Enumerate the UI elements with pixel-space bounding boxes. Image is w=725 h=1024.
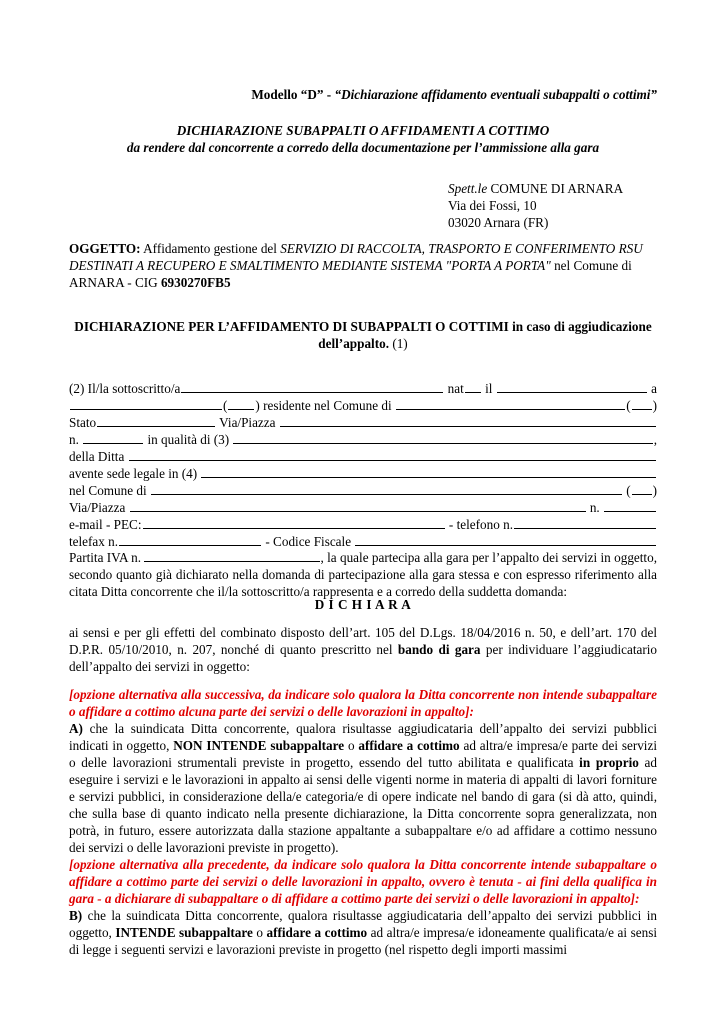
form-label: (: [622, 483, 631, 498]
section-title-text: DICHIARAZIONE PER L’AFFIDAMENTO DI SUBAPPALTI O COTTIMI in caso di aggiudicazione dell’appalto.: [74, 319, 652, 351]
form-label: n.: [586, 500, 603, 515]
form-label: avente sede legale in (4): [69, 466, 201, 481]
oggetto-label: OGGETTO:: [69, 241, 141, 256]
oggetto-service: SERVIZIO DI RACCOLTA, TRASPORTO E CONFERIMENTO RSU DESTINATI A RECUPERO E SMALTIMENTO MEDIANTE SISTEMA "PORTA A PORTA": [69, 241, 643, 273]
option-b-paragraph: [69, 907, 657, 958]
residence-province-field[interactable]: [632, 396, 652, 410]
vat-number-field[interactable]: [144, 549, 320, 562]
form-label: ) residente nel Comune di: [255, 398, 395, 413]
section-title: [69, 318, 657, 352]
form-line-state: [69, 413, 657, 430]
form-label: (2) Il/la sottoscritto/a: [69, 381, 181, 396]
oggetto-text: Affidamento gestione del: [140, 241, 281, 256]
recipient-city: 03020 Arnara (FR): [448, 215, 549, 230]
birth-place-field[interactable]: [70, 396, 222, 410]
option-b-note: [opzione alternativa alla precedente, da indicare solo qualora la Ditta concorrente intende subappaltare o affidare a cottimo parte dei servizi o delle lavorazioni in appalto, ovvero è tenuta - ai fini della qualifica in gara - a dichiarare di subappaltare o di affidare a cottimo parte dei servizi o delle lavorazioni in appalto]:: [69, 857, 657, 906]
role-field[interactable]: [233, 430, 652, 444]
company-province-field[interactable]: [632, 481, 652, 495]
gender-suffix-field[interactable]: [465, 379, 481, 393]
section-title-note: (1): [389, 336, 408, 351]
vat-paragraph-text: , la quale partecipa alla gara per l’appalto dei servizi in oggetto, secondo quanto già dichiarato nella domanda di partecipazione alla gara stessa e con espresso riferimento alla citata Ditta concorrente che il/la sottoscritto/a rappresenta e a corredo della suddetta domanda:: [69, 550, 657, 599]
form-label: n.: [69, 432, 83, 447]
option-a-paragraph: [69, 720, 657, 856]
recipient-salutation: Spett.le: [448, 181, 488, 196]
option-a-bold: NON INTENDE subappaltare: [173, 738, 345, 753]
pec-email-field[interactable]: [143, 515, 445, 529]
form-label: Via/Piazza: [69, 500, 129, 515]
model-title: “Dichiarazione affidamento eventuali subappalti o cottimi”: [334, 87, 657, 102]
cig-code: 6930270FB5: [160, 275, 231, 290]
option-b-bold: affidare a cottimo: [266, 925, 368, 940]
form-label: ,: [653, 432, 657, 447]
form-label: nat: [444, 381, 464, 396]
phone-field[interactable]: [514, 515, 656, 529]
form-label: ): [652, 483, 657, 498]
vat-paragraph: [69, 532, 657, 600]
form-line-company-street: [69, 498, 657, 515]
model-heading: [69, 86, 657, 103]
oggetto-paragraph: [69, 240, 657, 291]
option-b-text: o: [252, 925, 267, 940]
company-street-number-field[interactable]: [604, 498, 656, 512]
form-label: - telefono n.: [445, 517, 513, 532]
company-street-field[interactable]: [130, 498, 586, 512]
option-a-text: o: [344, 738, 359, 753]
birth-province-field[interactable]: [228, 396, 254, 410]
form-label: telefax n.: [69, 534, 119, 549]
form-label: ): [652, 398, 657, 413]
intro-text: ai sensi e per gli effetti del combinato disposto dell’art. 105 del D.Lgs. 18/04/2016 n. 50, e dell’art. 170 del D.P.R. 05/10/2010, n. 207, nonché di quanto prescritto nel: [69, 625, 657, 657]
option-b-bold: INTENDE subappaltare: [115, 925, 253, 940]
option-b-text: che la suindicata Ditta concorrente, qualora risultasse aggiudicataria dell’appalto dei servizi pubblici in oggetto,: [69, 908, 657, 940]
main-subtitle: da rendere dal concorrente a corredo della documentazione per l’ammissione alla gara: [126, 140, 600, 155]
form-label: Partita IVA n.: [69, 550, 145, 565]
option-a-note: [opzione alternativa alla successiva, da indicare solo qualora la Ditta concorrente non intende subappaltare o affidare a cottimo alcuna parte dei servizi o delle lavorazioni in appalto]:: [69, 687, 657, 719]
form-label: (: [626, 398, 631, 413]
form-label: Stato: [69, 415, 97, 430]
form-label: a: [647, 381, 657, 396]
form-line-company: [69, 447, 657, 464]
street-field[interactable]: [280, 413, 656, 427]
dichiara-heading: D I C H I A R A: [314, 597, 412, 612]
oggetto-text-2: nel Comune di ARNARA - CIG: [69, 258, 632, 290]
form-label: in qualità di (3): [144, 432, 233, 447]
street-number-field[interactable]: [83, 430, 143, 444]
form-line-role: [69, 430, 657, 447]
form-line-residence: [69, 396, 657, 413]
company-city-field[interactable]: [151, 481, 622, 495]
state-field[interactable]: [97, 413, 215, 427]
recipient-street: Via dei Fossi, 10: [448, 198, 537, 213]
main-title: DICHIARAZIONE SUBAPPALTI O AFFIDAMENTI A COTTIMO: [176, 123, 550, 138]
option-a-text: che la suindicata Ditta concorrente, qualora risultasse aggiudicataria dell’appalto dei servizi pubblici indicati in oggetto,: [69, 721, 657, 753]
form-label: il: [481, 381, 496, 396]
option-a-text: ad eseguire i servizi e le lavorazioni in appalto ai sensi delle vigenti norme in materia di appalti di lavori forniture e servizi pubblici, in considerazione della/e categoria/e di opere indicate nel bando di gara (si dà atto, quindi, che sulla base di quanto indicato nella presente dichiarazione, la Ditta concorrente sopra generalizzata, non potrà, in futuro, essere autorizzata dalla stazione appaltante a subappaltare e/o ad affidare a cottimo nessuno dei servizi o delle lavorazioni previste in progetto).: [69, 755, 657, 855]
option-b-label: B): [69, 908, 83, 923]
company-name-field[interactable]: [129, 447, 656, 461]
option-a-label: A): [69, 721, 83, 736]
option-a-bold: affidare a cottimo: [358, 738, 460, 753]
legal-seat-field[interactable]: [201, 464, 656, 478]
intro-text-2: per individuare l’aggiudicatario dell’appalto dei servizi in oggetto:: [69, 642, 657, 674]
declarant-name-field[interactable]: [181, 379, 443, 393]
option-a-text: ad altra/e impresa/e parte dei servizi o delle lavorazioni strumentali previste in progetto, essendo del tutto abilitata e qualificata: [69, 738, 657, 770]
form-label: - Codice Fiscale: [262, 534, 355, 549]
form-line-contacts: [69, 515, 657, 532]
form-label: e-mail - PEC:: [69, 517, 142, 532]
form-label: Via/Piazza: [216, 415, 279, 430]
recipient-block: [448, 180, 688, 231]
option-b-text: ad altra/e impresa/e idoneamente qualificata/e ai sensi di legge i seguenti servizi e lavorazioni previste in progetto (nel rispetto degli importi massimi: [69, 925, 657, 957]
form-label: della Ditta: [69, 449, 128, 464]
form-label: nel Comune di: [69, 483, 150, 498]
form-line-declarant: [69, 379, 657, 396]
birth-date-field[interactable]: [497, 379, 647, 393]
option-a-bold: in proprio: [579, 755, 639, 770]
form-line-legal-seat: [69, 464, 657, 481]
intro-paragraph: [69, 624, 657, 675]
model-label: Modello “D” -: [251, 87, 335, 102]
intro-bold: bando di gara: [397, 642, 481, 657]
form-line-company-city: [69, 481, 657, 498]
form-label: (: [223, 398, 228, 413]
recipient-name: COMUNE DI ARNARA: [490, 181, 624, 196]
residence-city-field[interactable]: [396, 396, 625, 410]
